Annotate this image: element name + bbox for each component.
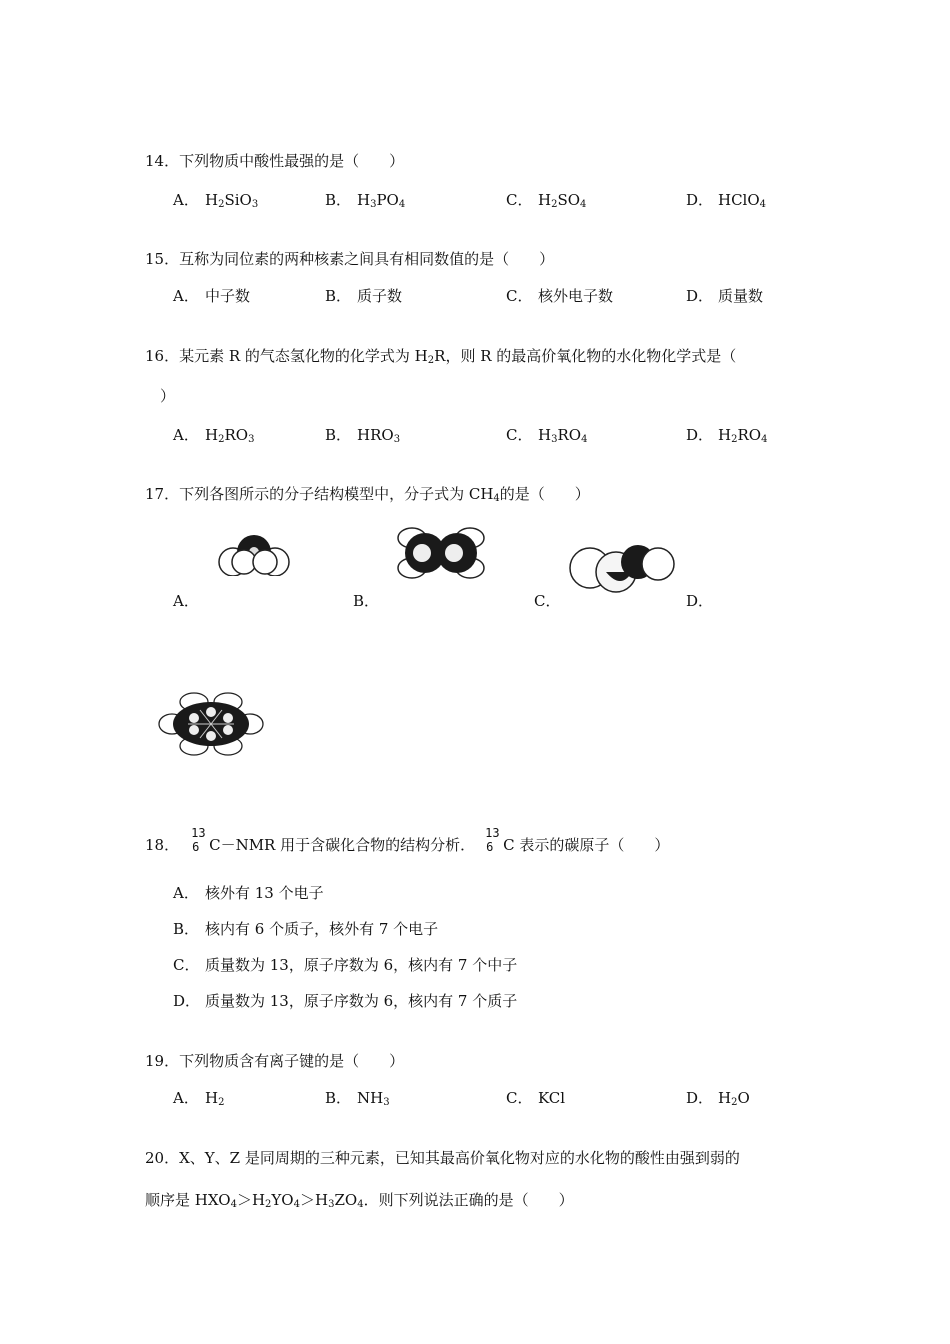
q19-option-a: A． $H_2$ [173,1089,225,1108]
question-20-stem-line1: 20．X、Y、Z 是同周期的三种元素，已知其最高价氧化物对应的水化物的酸性由强到弱的 [145,1149,740,1167]
q14-option-a: A． $H_2SiO_3$ [173,191,259,210]
q18-option-d: D． 质量数为 13，原子序数为 6，核内有 7 个质子 [173,992,518,1010]
q14-option-c: C． $H_2SO_4$ [506,191,587,210]
molecule-model-b-image [392,526,490,580]
q15-option-d: D． 质量数 [686,287,764,305]
q18-option-a: A． 核外有 13 个电子 [173,884,324,902]
question-16-stem: 16．某元素 R 的气态氢化物的化学式为 $H_2R$，则 R 的最高价氧化物的水化物化学式是（ [145,347,737,366]
question-19-stem: 19．下列物质含有离子键的是（ ） [145,1052,405,1070]
q15-option-c: C． 核外电子数 [506,287,614,305]
question-14-stem: 14．下列物质中酸性最强的是（ ） [145,152,405,170]
q18-option-b: B． 核内有 6 个质子，核外有 7 个电子 [173,920,439,938]
isotope-notation: 13 6 [191,826,206,854]
q16-option-a: A． $H_2RO_3$ [173,426,255,445]
molecule-model-a-image [215,532,295,576]
isotope-notation: 13 6 [485,826,500,854]
q19-option-d: D． $H_2O$ [686,1089,750,1108]
q14-option-b: B． $H_3PO_4$ [325,191,406,210]
molecule-model-c-image [566,542,678,594]
q15-option-a: A． 中子数 [173,287,251,305]
question-20-stem-line2: 顺序是 $HXO_4>H_2YO_4>H_3ZO_4$．则下列说法正确的是（ ） [145,1191,574,1210]
q15-option-b: B． 质子数 [325,287,403,305]
q19-option-b: B． $NH_3$ [325,1089,390,1108]
q16-option-d: D． $H_2RO_4$ [686,426,768,445]
q14-option-d: D． HClO$_4$ [686,191,767,210]
question-16-stem-close: ） [160,387,176,405]
q17-option-a: A． [173,592,199,610]
q17-option-b: B． [353,592,380,610]
q18-option-c: C． 质量数为 13，原子序数为 6，核内有 7 个中子 [173,956,518,974]
question-18-stem: 18． 13 6 C－NMR 用于含碳化合物的结构分析． 13 6 C 表示的碳原子（ ） [145,826,670,854]
q16-option-c: C． $H_3RO_4$ [506,426,588,445]
question-15-stem: 15．互称为同位素的两种核素之间具有相同数值的是（ ） [145,250,555,268]
q17-option-d: D． [686,592,714,610]
q17-option-c: C． [534,592,561,610]
q19-option-c: C． KCl [506,1089,566,1107]
q16-option-b: B． $HRO_3$ [325,426,401,445]
question-17-stem: 17．下列各图所示的分子结构模型中，分子式为 $CH_4$的是（ ） [145,485,590,504]
molecule-model-d-image [158,692,264,756]
